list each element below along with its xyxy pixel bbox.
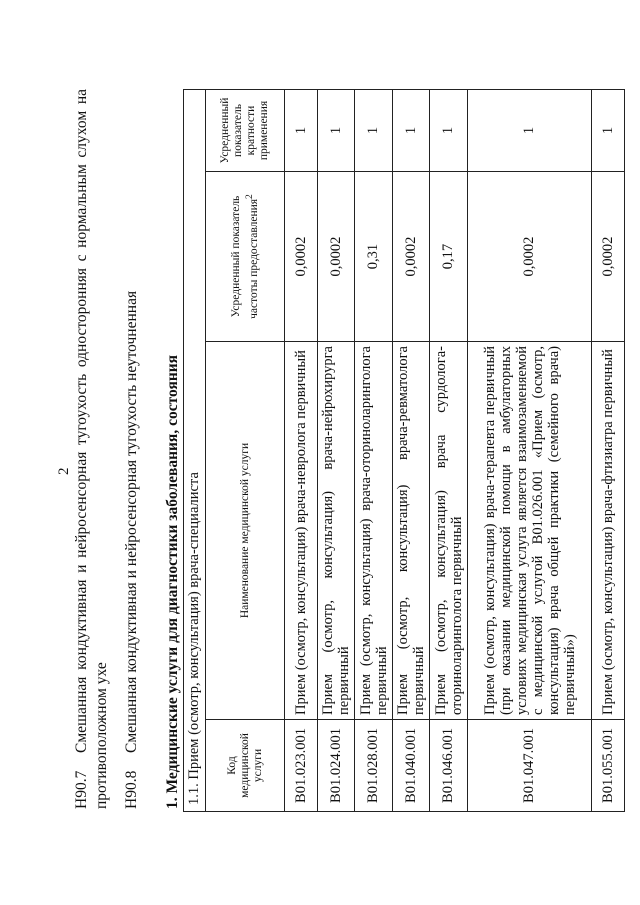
service-multiplicity: 1 [430,89,468,171]
service-frequency: 0,0002 [318,172,355,342]
service-name: Прием (осмотр, консультация) врача-фтизиатра первичный [592,342,625,720]
service-name: Прием (осмотр, консультация) врача сурдолога-оториноларинголога первичный [430,342,468,720]
service-frequency: 0,31 [355,172,393,342]
service-code: B01.024.001 [318,720,355,812]
table-row [468,89,592,811]
section-title: 1. Медицинские услуги для диагностики заболевания, состояния [164,354,181,809]
diagnosis-text: Смешанная кондуктивная и нейросенсорная тугоухость неуточненная [123,290,140,753]
table-row [393,89,430,811]
diagnosis-text: Смешанная кондуктивная и нейросенсорная тугоухость односторонняя с нормальным слухом на [73,89,90,753]
table-row [318,89,355,811]
table-row [285,89,318,811]
service-frequency: 0,0002 [393,172,430,342]
service-name: Прием (осмотр, консультация) врача-ревматолога первичный [393,342,430,720]
service-multiplicity: 1 [318,89,355,171]
table-body [285,89,625,811]
diagnosis-h90-7 [72,89,112,809]
service-name: Прием (осмотр, консультация) врача-невролога первичный [285,342,318,720]
service-name: Прием (осмотр, консультация) врача-терапевта первичный (при оказании медицинской помощи в амбулаторных условиях медицинская услуга является взаимозаменяемой с медицинской услугой B01.026.001 «Прием (осмотр, консультация) врача общей практики (семейного врача) первичный») [468,342,592,720]
header-multiplicity: Усредненный показатель кратности применения [206,89,285,171]
header-frequency [206,172,285,342]
service-code: B01.040.001 [393,720,430,812]
subsection-title: 1.1. Прием (осмотр, консультация) врача-специалиста [184,89,206,811]
service-frequency: 0,0002 [468,172,592,342]
service-multiplicity: 1 [355,89,393,171]
service-frequency: 0,17 [430,172,468,342]
diagnosis-code: H90.8 [123,770,140,809]
service-code: B01.055.001 [592,720,625,812]
service-code: B01.023.001 [285,720,318,812]
service-frequency: 0,0002 [592,172,625,342]
table-row [430,89,468,811]
diagnosis-text-continued: противоположном ухе [93,662,110,809]
table-row [592,89,625,811]
header-code: Код медицинской услуги [206,720,285,812]
subsection-row [184,89,206,811]
header-frequency-text: Усредненный показатель частоты предоставления [229,195,260,319]
service-multiplicity: 1 [468,89,592,171]
service-name: Прием (осмотр, консультация) врача-оториноларинголога первичный [355,342,393,720]
service-multiplicity: 1 [592,89,625,171]
service-code: B01.028.001 [355,720,393,812]
service-multiplicity: 1 [285,89,318,171]
table-row [355,89,393,811]
service-name: Прием (осмотр, консультация) врача-нейрохирурга первичный [318,342,355,720]
page-number: 2 [56,467,72,475]
service-multiplicity: 1 [393,89,430,171]
diagnosis-h90-8 [122,291,142,809]
service-code: B01.046.001 [430,720,468,812]
service-code: B01.047.001 [468,720,592,812]
service-frequency: 0,0002 [285,172,318,342]
services-table [183,89,625,812]
header-row [206,89,285,811]
header-name: Наименование медицинской услуги [206,342,285,720]
diagnosis-code: H90.7 [73,770,90,809]
footnote-mark: 2 [243,194,255,199]
